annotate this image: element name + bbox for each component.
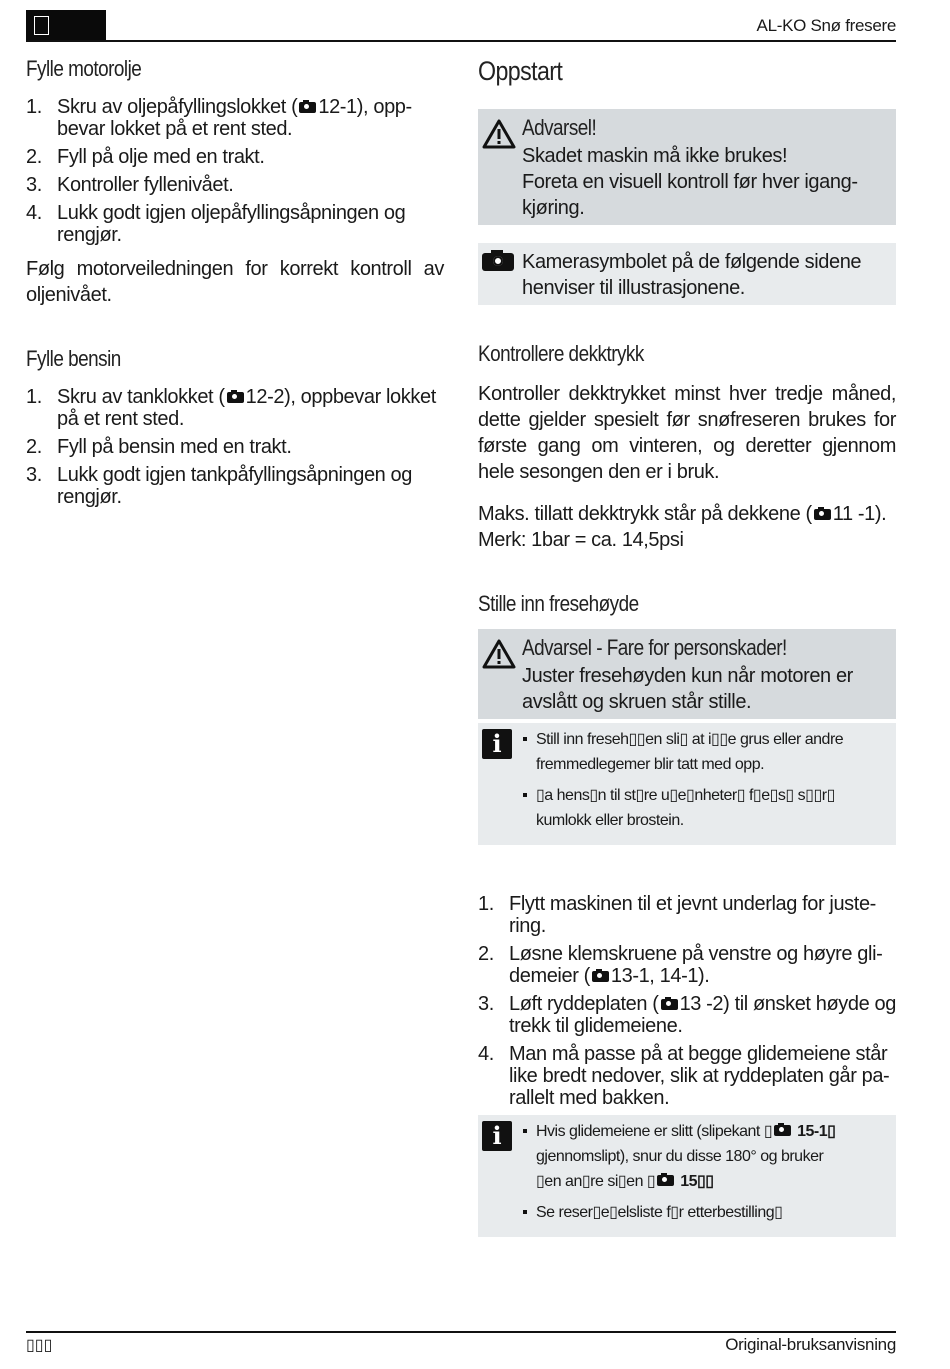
camera-icon	[814, 509, 831, 520]
list-item: 4. Lukk godt igjen oljepåfyllingsåpningen og rengjør.	[26, 202, 406, 246]
warning-title: Advarsel!	[522, 115, 597, 140]
footer-text: Original-bruksanvisning	[725, 1335, 896, 1354]
tyre-pressure-note: Maks. tillatt dekktrykk står på dekkene ( 11 -1). Merk: 1bar = ca. 14,5psi	[478, 503, 887, 551]
warning-line: Foreta en visuell kontroll før hver igang-kjøring.	[522, 171, 858, 219]
height-warning-box	[478, 629, 896, 719]
oil-steps	[26, 96, 444, 246]
tyre-heading: Kontrollere dekktrykk	[478, 341, 644, 366]
footer-rule	[26, 1331, 896, 1333]
camera-note-box	[478, 243, 896, 305]
info-icon: i	[482, 1121, 512, 1151]
camera-icon	[299, 102, 316, 113]
list-item: 1. Skru av oljepåfyllingslokket ( 12-1), opp- bevar lokket på et rent sted.	[26, 96, 412, 140]
list-item: Se reser▯e▯elsliste f▯r etterbestilling▯	[522, 1200, 888, 1225]
list-item: 2. Løsne klemskruene på venstre og høyre gli-demeier ( 13-1, 14-1).	[478, 943, 883, 987]
footer-page-number: ▯▯▯	[26, 1337, 53, 1354]
camera-icon	[227, 392, 244, 403]
oil-note: Følg motorveiledningen for korrekt kontroll av oljenivået.	[26, 258, 444, 306]
warning-triangle-icon	[482, 119, 516, 149]
list-item: ▯a hens▯n til st▯re u▯e▯nheter▯ f▯e▯s▯ s▯▯r▯ kumlokk eller brostein.	[522, 783, 888, 833]
glide-info-box	[478, 1115, 896, 1237]
warning-text: Juster fresehøyden kun når motoren er avslått og skruen står stille.	[522, 665, 853, 713]
tyre-paragraph: Kontroller dekktrykket minst hver tredje måned, dette gjelder spesielt før snøfreseren brukes for første gang om vinteren, og deretter gjennom hele sesongen den er i bruk.	[478, 383, 896, 483]
fuel-steps	[26, 386, 444, 508]
warning-title: Advarsel - Fare for personskader!	[522, 635, 787, 660]
camera-note: Kamerasymbolet på de følgende sidene henviser til illustrasjonene.	[522, 251, 862, 299]
camera-icon	[592, 971, 609, 982]
header-rule	[26, 40, 896, 42]
list-item: 1. Flytt maskinen til et jevnt underlag for juste-ring.	[478, 893, 876, 937]
list-item: 3. Løft ryddeplaten ( 13 -2) til ønsket høyde og trekk til glidemeiene.	[478, 993, 896, 1037]
height-info-box	[478, 723, 896, 845]
header-title: AL-KO Snø fresere	[756, 16, 896, 35]
camera-icon	[661, 999, 678, 1010]
warning-triangle-icon	[482, 639, 516, 669]
height-steps	[478, 893, 896, 1109]
camera-icon	[774, 1125, 791, 1136]
info-icon: i	[482, 729, 512, 759]
right-column	[478, 56, 896, 1237]
list-item: 3. Lukk godt igjen tankpåfyllingsåpningen og rengjør.	[26, 464, 412, 508]
height-heading: Stille inn fresehøyde	[478, 591, 639, 616]
left-column	[26, 56, 444, 514]
warning-line: Skadet maskin må ikke brukes!	[522, 145, 788, 167]
list-item: 1. Skru av tanklokket ( 12-2), oppbevar lokket på et rent sted.	[26, 386, 436, 430]
camera-icon	[482, 253, 514, 271]
camera-icon	[657, 1175, 674, 1186]
oil-heading: Fylle motorolje	[26, 56, 142, 81]
list-item: 2. Fyll på bensin med en trakt.	[26, 436, 292, 458]
list-item: 3. Kontroller fyllenivået.	[26, 174, 234, 196]
fuel-heading: Fylle bensin	[26, 346, 121, 371]
list-item: 2. Fyll på olje med en trakt.	[26, 146, 265, 168]
startup-warning-box	[478, 109, 896, 225]
list-item: Hvis glidemeiene er slitt (slipekant ▯ 15-1▯ gjennomslipt), snur du disse 180° og bruker ▯en an▯re si▯en ▯ 15▯▯	[522, 1119, 888, 1194]
list-item: 4. Man må passe på at begge glidemeiene står like bredt nedover, slik at ryddeplaten går pa-rallelt med bakken.	[478, 1043, 890, 1109]
header-box-icon	[34, 16, 49, 35]
list-item: Still inn freseh▯▯en sli▯ at i▯▯e grus eller andre fremmedlegemer blir tatt med opp.	[522, 727, 888, 777]
startup-heading: Oppstart	[478, 56, 563, 86]
